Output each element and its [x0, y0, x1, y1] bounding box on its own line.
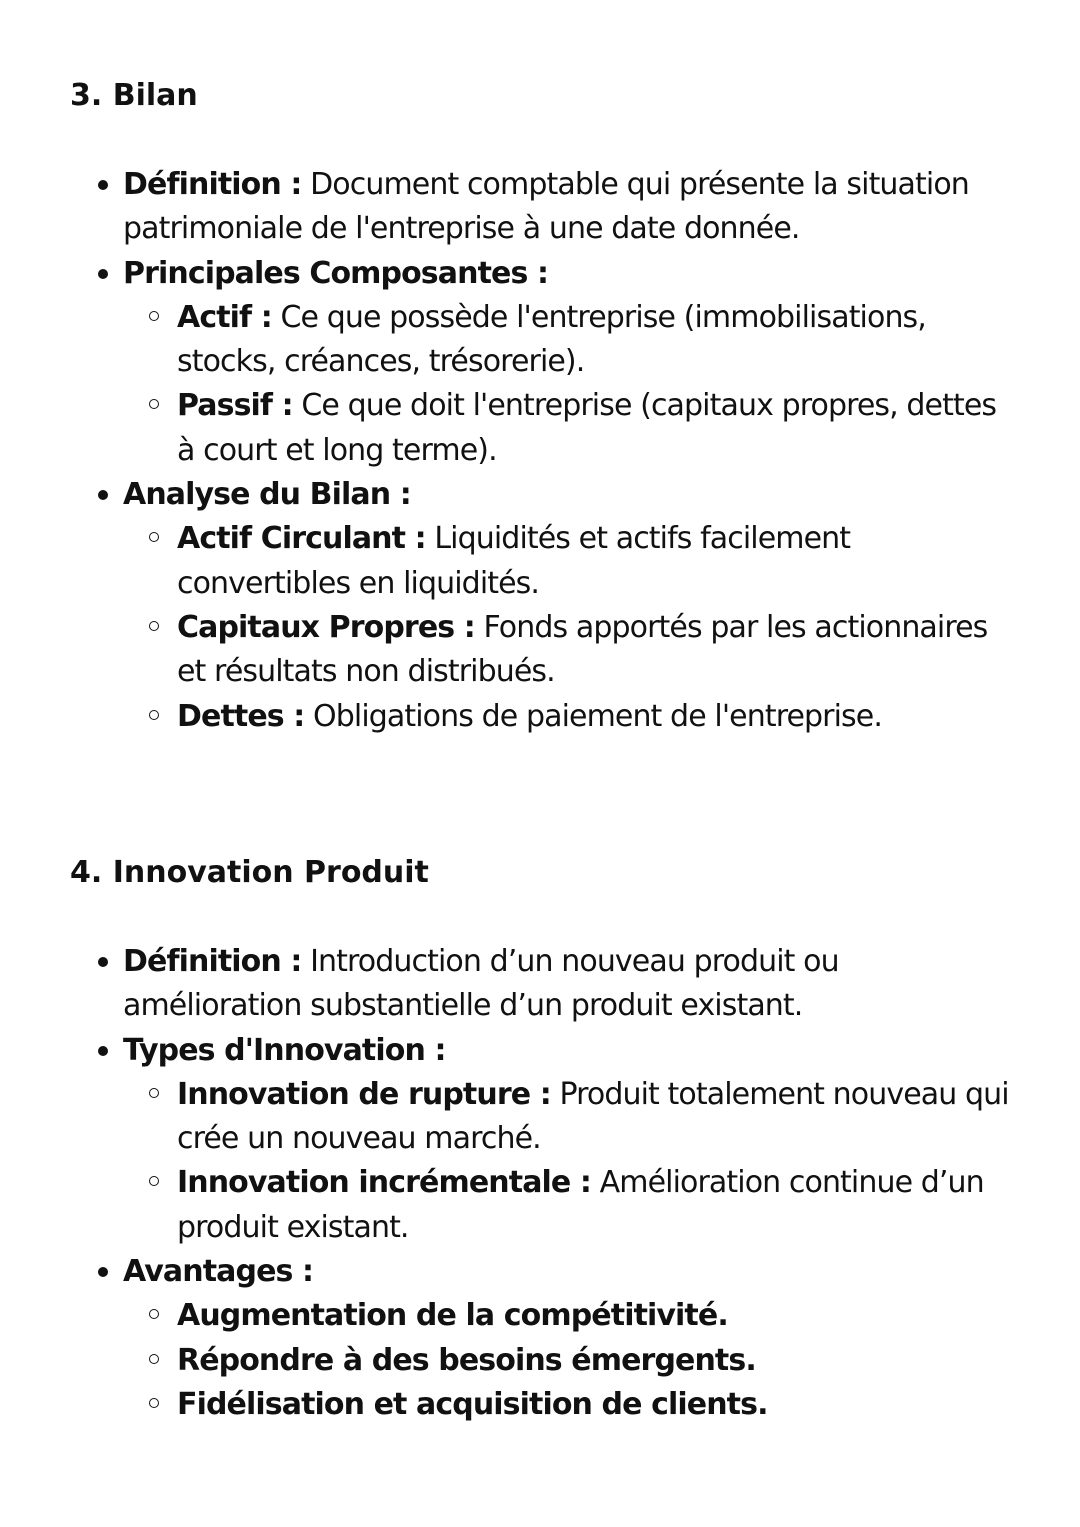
subitem-label: Innovation de rupture : — [177, 1076, 551, 1112]
composantes-sublist — [123, 296, 1020, 473]
bullet-circle-icon — [149, 399, 159, 409]
item-label: Types d'Innovation : — [123, 1032, 446, 1068]
bullet-dot-icon — [98, 1267, 108, 1277]
subitem-competitivite — [123, 1294, 1020, 1338]
bullet-circle-icon — [149, 1398, 159, 1408]
subitem-text: Ce que doit l'entreprise (capitaux propres, dettes à court et long terme). — [177, 388, 997, 468]
subitem-innovation-incrementale — [123, 1161, 1020, 1250]
subitem-text: Produit totalement nouveau qui crée un nouveau marché. — [177, 1076, 1009, 1157]
bullet-circle-icon — [149, 1354, 159, 1364]
subitem-label: Capitaux Propres : — [177, 609, 475, 645]
list-item-types-innovation — [70, 1029, 1020, 1250]
subitem-text: Amélioration continue d’un produit existant. — [177, 1165, 984, 1245]
subitem-label: Augmentation de la compétitivité. — [177, 1298, 728, 1334]
bullet-circle-icon — [149, 621, 159, 631]
subitem-dettes — [123, 695, 1020, 739]
bullet-dot-icon — [98, 957, 108, 967]
bullet-circle-icon — [149, 710, 159, 720]
types-sublist — [123, 1073, 1020, 1250]
item-label: Avantages : — [123, 1254, 314, 1290]
item-text: Document comptable qui présente la situation patrimoniale de l'entreprise à une date donnée. — [123, 167, 969, 247]
bullet-circle-icon — [149, 1176, 159, 1186]
analyse-sublist — [123, 517, 1020, 738]
bullet-dot-icon — [98, 1046, 108, 1056]
bullet-dot-icon — [98, 269, 108, 279]
subitem-text: Liquidités et actifs facilement convertibles en liquidités. — [177, 521, 851, 601]
bullet-circle-icon — [149, 1088, 159, 1098]
list-item-principales-composantes — [70, 252, 1020, 473]
subitem-besoins-emergents — [123, 1339, 1020, 1383]
subitem-fidelisation — [123, 1383, 1020, 1427]
list-item-definition — [70, 163, 1020, 252]
bilan-list — [70, 163, 1020, 739]
list-item-definition — [70, 940, 1020, 1029]
list-item-avantages — [70, 1250, 1020, 1427]
bullet-circle-icon — [149, 1309, 159, 1319]
subitem-label: Actif Circulant : — [177, 521, 426, 557]
item-text: Introduction d’un nouveau produit ou amélioration substantielle d’un produit existant. — [123, 944, 839, 1024]
innovation-list — [70, 940, 1020, 1427]
section-title-innovation-produit: 4. Innovation Produit — [70, 855, 429, 890]
item-label: Définition : — [123, 167, 302, 202]
item-label: Principales Composantes : — [123, 255, 549, 291]
item-label: Analyse du Bilan : — [123, 477, 411, 513]
item-label: Définition : — [123, 944, 302, 979]
subitem-actif — [123, 296, 1020, 385]
subitem-actif-circulant — [123, 517, 1020, 606]
subitem-label: Dettes : — [177, 698, 305, 734]
subitem-passif — [123, 384, 1020, 473]
subitem-text: Obligations de paiement de l'entreprise. — [304, 698, 882, 734]
subitem-label: Innovation incrémentale : — [177, 1165, 592, 1201]
subitem-capitaux-propres — [123, 606, 1020, 695]
subitem-innovation-rupture — [123, 1073, 1020, 1162]
subitem-label: Passif : — [177, 388, 293, 424]
list-item-analyse-bilan — [70, 473, 1020, 739]
bullet-circle-icon — [149, 311, 159, 321]
subitem-label: Répondre à des besoins émergents. — [177, 1342, 756, 1378]
subitem-text: Fonds apportés par les actionnaires et résultats non distribués. — [177, 609, 988, 690]
subitem-text: Ce que possède l'entreprise (immobilisations, stocks, créances, trésorerie). — [177, 299, 926, 380]
avantages-sublist — [123, 1294, 1020, 1427]
section-title-bilan: 3. Bilan — [70, 78, 198, 113]
bullet-circle-icon — [149, 532, 159, 542]
subitem-label: Actif : — [177, 299, 272, 335]
bullet-dot-icon — [98, 490, 108, 500]
bullet-dot-icon — [98, 180, 108, 190]
subitem-label: Fidélisation et acquisition de clients. — [177, 1386, 768, 1422]
